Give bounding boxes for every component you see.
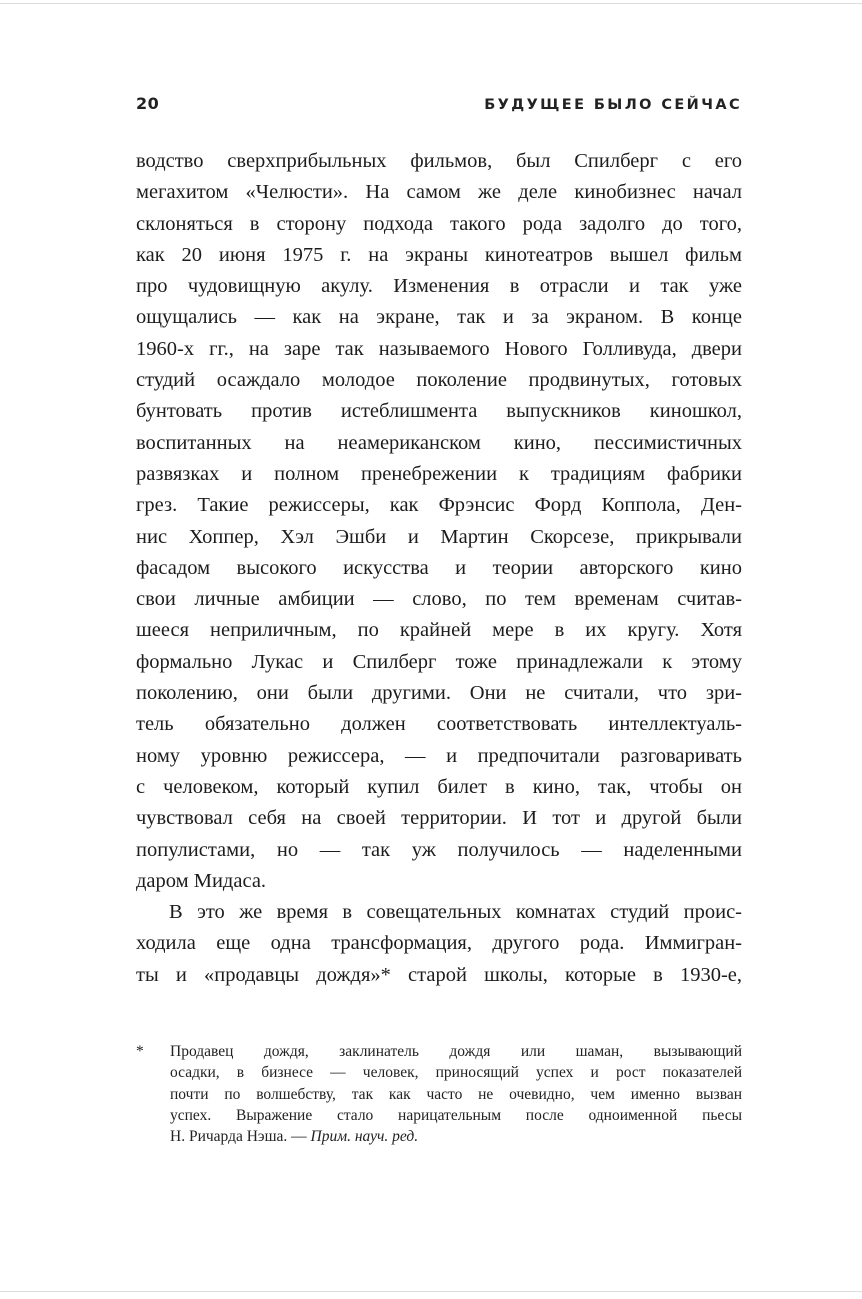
text-line: ощущались — как на экране, так и за экраном. В конце [136,306,742,329]
running-header [136,94,742,113]
text-line: склоняться в сторону подхода такого рода задолго до того, [136,212,742,235]
text-line: воспитанных на неамериканском кино, пессимистичных [136,431,742,454]
text-line: осадки, в бизнесе — человек, приносящий успех и рост показателей [170,1064,742,1082]
page-number: 20 [136,94,160,113]
text-line: 1960-х гг., на заре так называемого Нового Голливуда, двери [136,337,742,360]
text-line: ному уровню режиссера, — и предпочитали разговаривать [136,744,742,767]
footnote-body [170,1041,742,1147]
text-line: как 20 июня 1975 г. на экраны кинотеатров вышел фильм [136,243,742,266]
text-line: про чудовищную акулу. Изменения в отрасли и так уже [136,275,742,298]
footnote [136,1041,742,1147]
page-top-edge [0,3,862,4]
text-line: тель обязательно должен соответствовать интеллектуаль- [136,713,742,736]
text-line: В это же время в совещательных комнатах студий проис- [169,901,742,924]
text-line: поколению, они были другими. Они не считали, что зри- [136,682,742,705]
text-line: чувствовал себя на своей территории. И тот и другой были [136,807,742,830]
text-line: Продавец дождя, заклинатель дождя или шаман, вызывающий [170,1043,742,1060]
text-line: свои личные амбиции — слово, по тем временам считав- [136,588,742,611]
footnote-last-regular: Н. Ричарда Нэша. — [170,1128,311,1146]
text-line: водство сверхприбыльных фильмов, был Спилберг с его [136,150,742,172]
text-line: фасадом высокого искусства и теории авторского кино [136,556,742,579]
text-line: студий осаждало молодое поколение продвинутых, готовых [136,369,742,392]
text-line: формально Лукас и Спилберг тоже принадлежали к этому [136,650,742,673]
text-line: с человеком, который купил билет в кино, так, чтобы он [136,775,742,798]
page-bottom-edge [0,1291,862,1292]
text-line: ходила еще одна трансформация, другого рода. Иммигран- [136,932,742,955]
paragraph-continuation [136,146,742,897]
text-line: шееся неприличным, по крайней мере в их кругу. Хотя [136,619,742,642]
footnote-last-line [170,1126,742,1147]
body-text [136,146,742,991]
text-line: почти по волшебству, так как часто не очевидно, чем именно вызван [170,1085,742,1103]
text-line: грез. Такие режиссеры, как Фрэнсис Форд Коппола, Ден- [136,494,742,517]
running-title: БУДУЩЕЕ БЫЛО СЕЙЧАС [484,97,742,113]
text-line: даром Мидаса. [136,869,267,892]
text-line: популистами, но — так уж получилось — наделенными [136,838,742,861]
text-line: мегахитом «Челюсти». На самом же деле кинобизнес начал [136,181,742,204]
footnote-lines [170,1041,742,1126]
footnote-editor-note: Прим. науч. ред. [310,1128,419,1146]
text-line: развязках и полном пренебрежении к традициям фабрики [136,462,742,485]
text-line: ты и «продавцы дождя»* старой школы, которые в 1930-е, [136,963,742,986]
text-line: нис Хоппер, Хэл Эшби и Мартин Скорсезе, прикрывали [136,525,742,548]
footnote-marker: * [136,1043,144,1060]
paragraph-second [136,897,742,991]
text-line: успех. Выражение стало нарицательным после одноименной пьесы [170,1106,742,1124]
text-line: бунтовать против истеблишмента выпускников киношкол, [136,400,742,423]
